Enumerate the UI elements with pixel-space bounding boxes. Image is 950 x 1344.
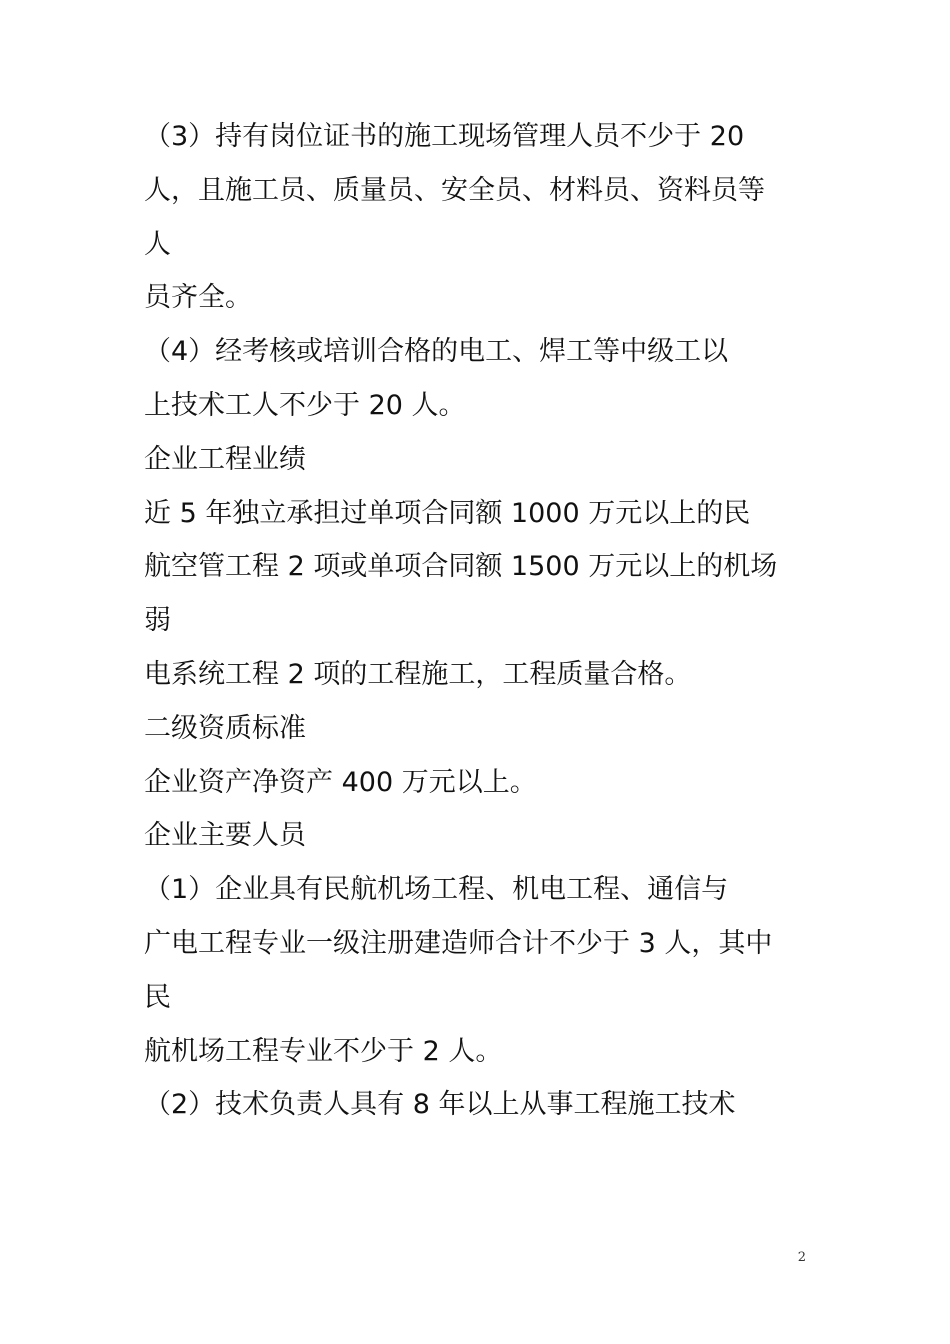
section-heading: 企业主要人员 — [144, 820, 306, 852]
text-line: 电系统工程 2 项的工程施工，工程质量合格。 — [144, 658, 692, 690]
text-line: 近 5 年独立承担过单项合同额 1000 万元以上的民 — [144, 497, 751, 529]
text-line: 民 — [144, 981, 171, 1013]
text-line: 上技术工人不少于 20 人。 — [144, 389, 466, 421]
text-line: （3）持有岗位证书的施工现场管理人员不少于 20 — [144, 121, 745, 152]
document-body — [144, 110, 824, 1132]
text-line: 广电工程专业一级注册建造师合计不少于 3 人，其中 — [144, 927, 773, 959]
text-line: 弱 — [144, 605, 171, 637]
text-line: 航空管工程 2 项或单项合同额 1500 万元以上的机场 — [144, 551, 778, 583]
text-line: 航机场工程专业不少于 2 人。 — [144, 1035, 503, 1067]
text-line: （4）经考核或培训合格的电工、焊工等中级工以 — [144, 336, 729, 368]
text-line: 员齐全。 — [144, 282, 252, 314]
text-line: （2）技术负责人具有 8 年以上从事工程施工技术 — [144, 1089, 736, 1121]
text-line: 人 — [144, 228, 171, 260]
section-heading: 二级资质标准 — [144, 712, 306, 744]
text-line: 人，且施工员、质量员、安全员、材料员、资料员等 — [144, 174, 765, 206]
section-heading: 企业工程业绩 — [144, 443, 306, 475]
page-number: 2 — [797, 1250, 806, 1265]
text-line: 企业资产净资产 400 万元以上。 — [144, 766, 537, 798]
text-line: （1）企业具有民航机场工程、机电工程、通信与 — [144, 874, 729, 906]
